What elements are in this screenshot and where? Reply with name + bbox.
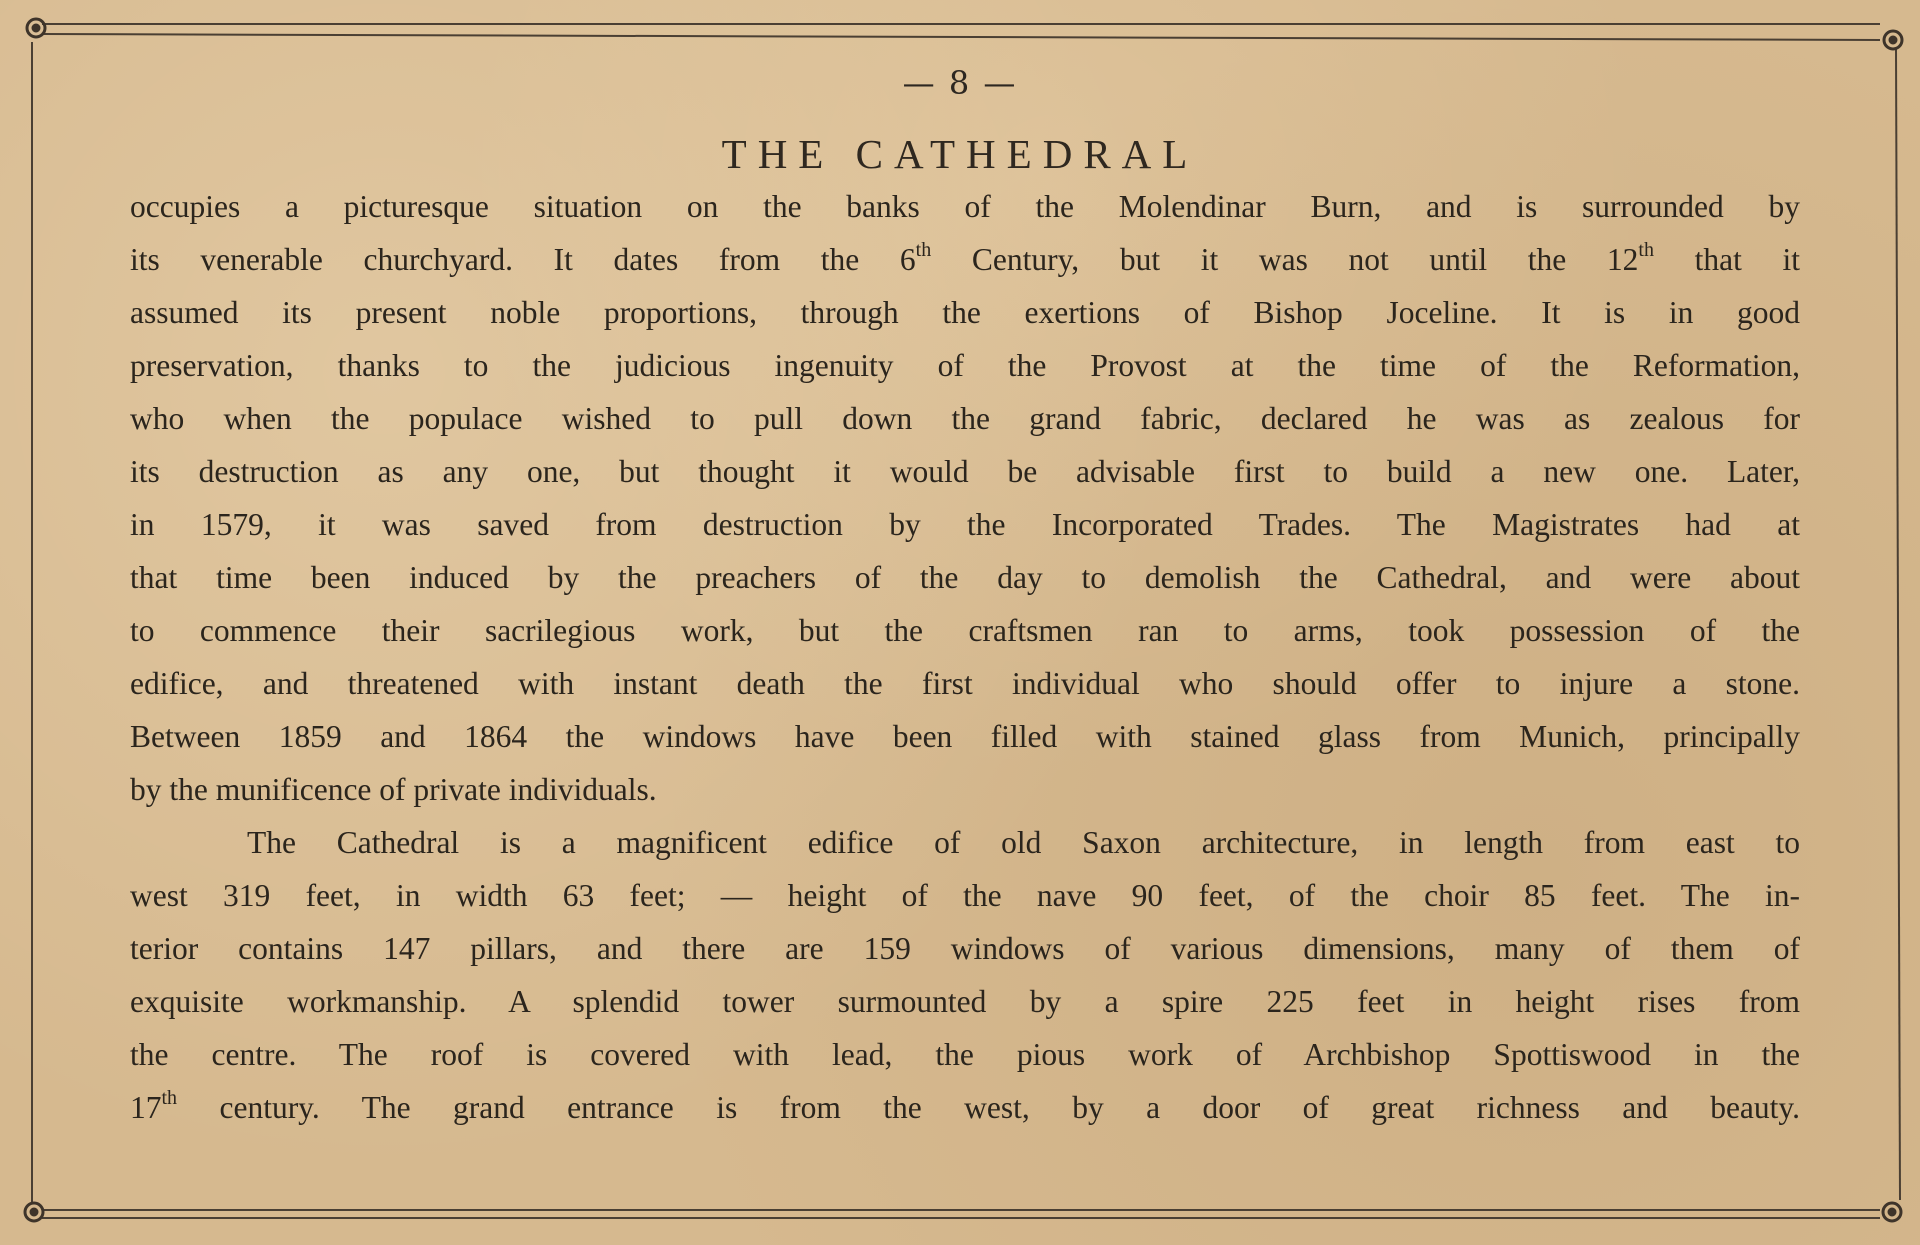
corner-ornament-icon: [1883, 1203, 1901, 1221]
text-line: preservation, thanks to the judicious ingenuity of the Provost at the time of the Reformation,: [130, 348, 1800, 383]
text-line: the centre. The roof is covered with lead, the pious work of Archbishop Spottiswood in the: [130, 1037, 1800, 1072]
body-text: [130, 180, 1800, 1134]
text-line: assumed its present noble proportions, through the exertions of Bishop Joceline. It is in good: [130, 295, 1800, 330]
text-line: by the munificence of private individuals.: [130, 772, 657, 807]
paragraph-start-line: The Cathedral is a magnificent edifice of old Saxon architecture, in length from east to: [247, 825, 1800, 860]
corner-ornament-icon: [25, 1203, 43, 1221]
text-line: edifice, and threatened with instant death the first individual who should offer to injure a stone.: [130, 666, 1800, 701]
text-line: terior contains 147 pillars, and there are 159 windows of various dimensions, many of them of: [130, 931, 1800, 966]
text-line: in 1579, it was saved from destruction by the Incorporated Trades. The Magistrates had at: [130, 507, 1800, 542]
text-line: its venerable churchyard. It dates from the 6th Century, but it was not until the 12th that it: [130, 239, 1800, 277]
corner-ornament-icon: [1884, 31, 1902, 49]
section-heading: THE CATHEDRAL: [721, 131, 1199, 177]
text-line: Between 1859 and 1864 the windows have been filled with stained glass from Munich, principally: [130, 719, 1800, 754]
text-line: its destruction as any one, but thought it would be advisable first to build a new one. Later,: [130, 454, 1800, 489]
text-line: to commence their sacrilegious work, but the craftsmen ran to arms, took possession of the: [130, 613, 1800, 648]
corner-ornament-icon: [27, 19, 45, 37]
text-line: that time been induced by the preachers of the day to demolish the Cathedral, and were about: [130, 560, 1800, 595]
page-number: — 8 —: [902, 64, 1018, 102]
text-line: who when the populace wished to pull down the grand fabric, declared he was as zealous for: [130, 401, 1800, 436]
text-line: 17th century. The grand entrance is from the west, by a door of great richness and beauty.: [130, 1087, 1800, 1125]
text-line: occupies a picturesque situation on the banks of the Molendinar Burn, and is surrounded by: [130, 189, 1800, 224]
text-line: west 319 feet, in width 63 feet; — height of the nave 90 feet, of the choir 85 feet. The in-: [130, 878, 1800, 913]
text-line: exquisite workmanship. A splendid tower surmounted by a spire 225 feet in height rises from: [130, 984, 1800, 1019]
